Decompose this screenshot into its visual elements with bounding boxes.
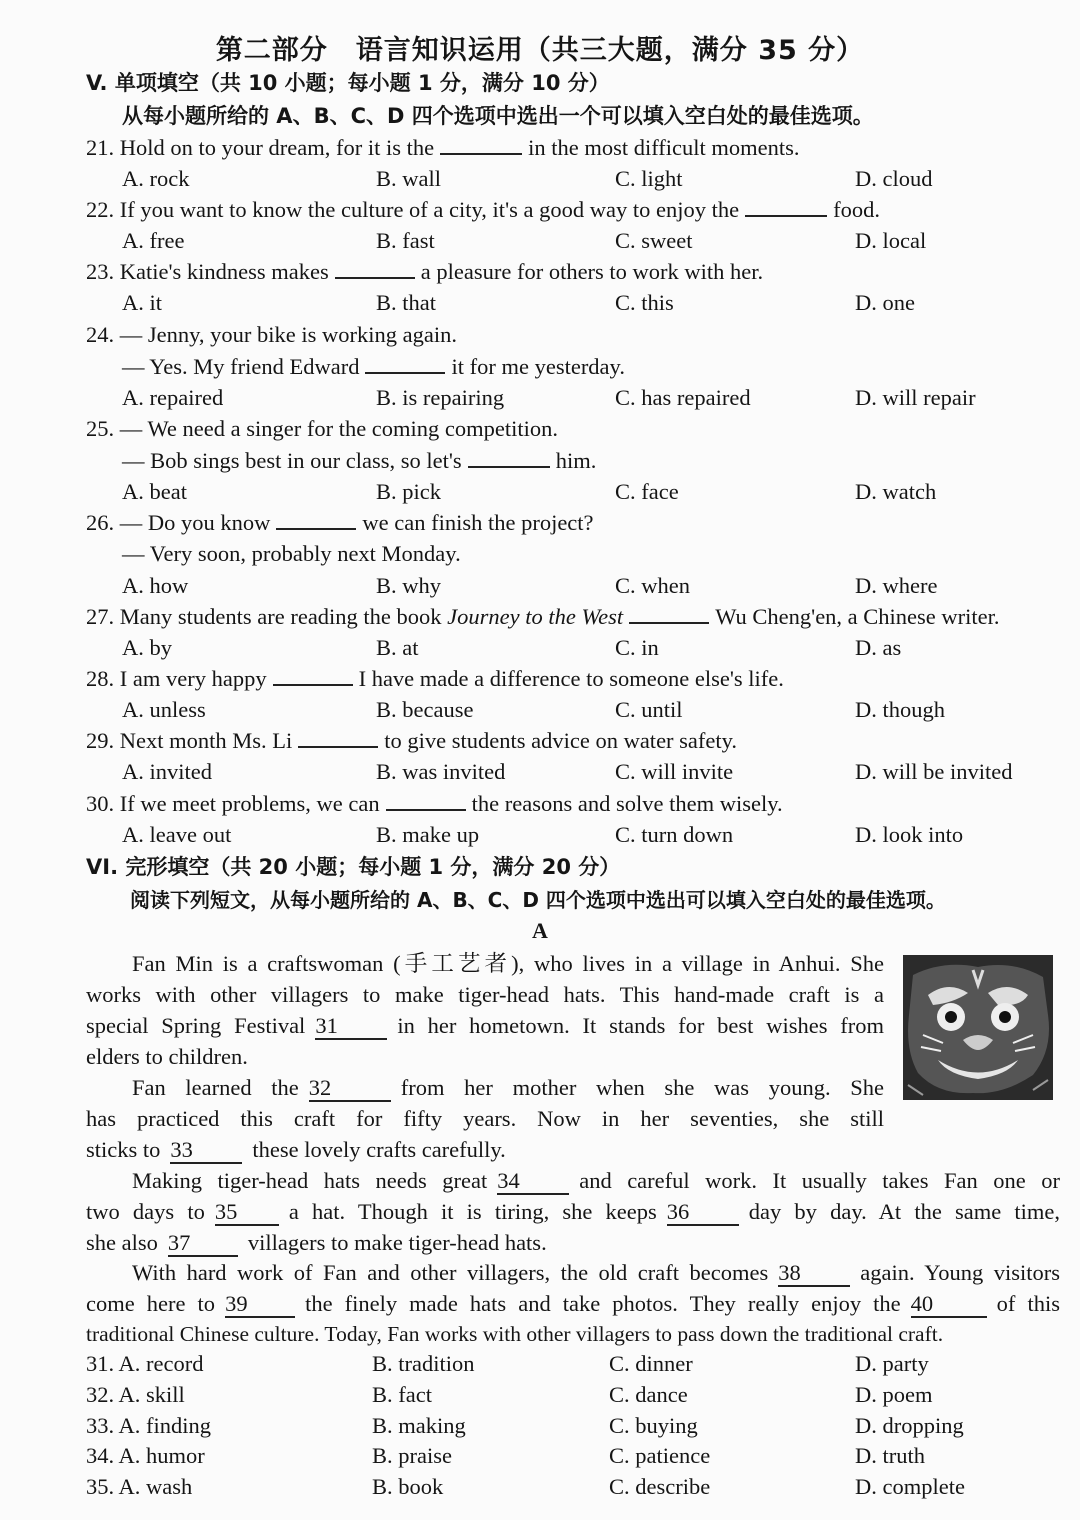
option-d: D. will be invited xyxy=(855,759,1013,784)
passage-text: special Spring Festival xyxy=(86,1013,306,1038)
option-d: D. local xyxy=(855,228,927,253)
question-24-line-1: 24. — Jenny, your bike is working again. xyxy=(86,322,457,347)
question-stem: 26. — Do you know xyxy=(86,510,271,535)
option-b: B. because xyxy=(376,697,474,722)
passage-text: in her hometown. It stands for best wishes from xyxy=(397,1013,884,1038)
question-stem: in the most difficult moments. xyxy=(528,135,800,160)
option-c: C. has repaired xyxy=(615,385,751,410)
question-stem: 29. Next month Ms. Li xyxy=(86,728,293,753)
option-c: C. turn down xyxy=(615,822,734,847)
blank-37: 37 xyxy=(168,1231,238,1257)
answer-blank xyxy=(468,446,550,468)
page-title: 第二部分 语言知识运用（共三大题，满分 35 分） xyxy=(215,35,865,66)
question-21 xyxy=(86,133,800,163)
question-stem: — Bob sings best in our class, so let's xyxy=(122,448,462,473)
question-stem: 30. If we meet problems, we can xyxy=(86,791,380,816)
question-stem: 22. If you want to know the culture of a city, it's a good way to enjoy the xyxy=(86,197,740,222)
question-stem: 28. I am very happy xyxy=(86,666,267,691)
question-stem: the reasons and solve them wisely. xyxy=(471,791,783,816)
blank-38: 38 xyxy=(778,1261,850,1287)
option-d: D. party xyxy=(855,1351,929,1376)
passage-text: Making tiger-head hats needs great xyxy=(132,1168,488,1193)
blank-34: 34 xyxy=(497,1169,569,1195)
option-b: B. wall xyxy=(376,166,441,191)
option-a: 32. A. skill xyxy=(86,1382,185,1407)
passage-text: two days to xyxy=(86,1199,205,1224)
section-6-heading: VI. 完形填空（共 20 小题；每小题 1 分，满分 20 分） xyxy=(86,855,621,879)
question-stem: it for me yesterday. xyxy=(451,354,625,379)
passage-line xyxy=(86,1072,884,1103)
blank-33: 33 xyxy=(170,1138,242,1164)
option-c: C. sweet xyxy=(615,228,693,253)
passage-text: and careful work. It usually takes Fan one or xyxy=(579,1168,1060,1193)
option-b: B. is repairing xyxy=(376,385,505,410)
passage-line: Fan Min is a craftswoman (手工艺者), who lives in a village in Anhui. She xyxy=(132,951,884,976)
option-d: D. as xyxy=(855,635,902,660)
option-b: B. fast xyxy=(376,228,435,253)
answer-blank xyxy=(745,195,827,217)
option-c: C. patience xyxy=(609,1443,711,1468)
question-23 xyxy=(86,257,763,287)
section-6-instruction: 阅读下列短文，从每小题所给的 A、B、C、D 四个选项中选出可以填入空白处的最佳选项。 xyxy=(130,888,946,912)
passage-text: from her mother when she was young. She xyxy=(400,1075,884,1100)
option-d: D. watch xyxy=(855,479,937,504)
question-stem: Wu Cheng'en, a Chinese writer. xyxy=(715,604,1000,629)
option-d: D. complete xyxy=(855,1474,965,1499)
option-a: 34. A. humor xyxy=(86,1443,205,1468)
passage-line: works with other villagers to make tiger-head hats. This hand-made craft is a xyxy=(86,982,884,1007)
passage-text: Fan learned the xyxy=(132,1075,299,1100)
question-stem: a pleasure for others to work with her. xyxy=(420,259,764,284)
passage-paragraph-3 xyxy=(86,1165,1060,1258)
question-25-line-1: 25. — We need a singer for the coming competition. xyxy=(86,416,559,441)
answer-blank xyxy=(386,789,466,811)
option-c: C. buying xyxy=(609,1413,698,1438)
option-c: C. dance xyxy=(609,1382,688,1407)
passage-text: come here to xyxy=(86,1291,216,1316)
answer-blank xyxy=(298,726,378,748)
option-b: B. was invited xyxy=(376,759,506,784)
passage-line xyxy=(86,1010,884,1041)
question-stem: I have made a difference to someone else's life. xyxy=(358,666,784,691)
option-b: B. pick xyxy=(376,479,441,504)
option-a: 35. A. wash xyxy=(86,1474,193,1499)
option-a: A. it xyxy=(122,290,163,315)
question-stem: — Yes. My friend Edward xyxy=(122,354,360,379)
passage-line xyxy=(86,1165,1060,1196)
option-b: B. making xyxy=(372,1413,466,1438)
answer-blank xyxy=(276,508,356,530)
passage-label: A xyxy=(532,918,548,943)
question-26-line-2: — Very soon, probably next Monday. xyxy=(122,541,461,566)
passage-line: elders to children. xyxy=(86,1044,248,1069)
option-c: C. light xyxy=(615,166,683,191)
option-c: C. in xyxy=(615,635,659,660)
option-c: C. face xyxy=(615,479,679,504)
question-stem: 23. Katie's kindness makes xyxy=(86,259,329,284)
blank-40: 40 xyxy=(911,1292,987,1318)
section-5-instruction: 从每小题所给的 A、B、C、D 四个选项中选出一个可以填入空白处的最佳选项。 xyxy=(122,104,874,128)
question-stem: 21. Hold on to your dream, for it is the xyxy=(86,135,435,160)
tiger-head-hat-image xyxy=(903,955,1053,1100)
passage-line: traditional Chinese culture. Today, Fan works with other villagers to pass down the traditional craft. xyxy=(86,1322,944,1346)
passage-line xyxy=(86,1288,1060,1319)
option-d: D. though xyxy=(855,697,945,722)
question-stem: 27. Many students are reading the book xyxy=(86,604,442,629)
question-25-line-2 xyxy=(122,446,596,476)
question-stem: him. xyxy=(555,448,597,473)
question-stem: to give students advice on water safety. xyxy=(384,728,738,753)
question-24-line-2 xyxy=(122,352,625,382)
option-a: A. how xyxy=(122,573,189,598)
option-d: D. look into xyxy=(855,822,964,847)
passage-text: of this xyxy=(996,1291,1060,1316)
answer-blank xyxy=(629,602,709,624)
option-b: B. make up xyxy=(376,822,480,847)
blank-36: 36 xyxy=(667,1200,739,1226)
option-a: 33. A. finding xyxy=(86,1413,212,1438)
passage-line xyxy=(86,1134,884,1165)
option-d: D. one xyxy=(855,290,915,315)
book-title: Journey to the West xyxy=(447,604,624,629)
option-a: A. beat xyxy=(122,479,187,504)
option-b: B. fact xyxy=(372,1382,432,1407)
option-a: A. free xyxy=(122,228,185,253)
blank-39: 39 xyxy=(225,1292,295,1318)
blank-31: 31 xyxy=(315,1014,387,1040)
question-stem: we can finish the project? xyxy=(362,510,594,535)
option-b: B. book xyxy=(372,1474,444,1499)
blank-32: 32 xyxy=(309,1076,391,1102)
blank-35: 35 xyxy=(215,1200,279,1226)
option-b: B. that xyxy=(376,290,436,315)
option-a: A. invited xyxy=(122,759,212,784)
question-stem: food. xyxy=(833,197,880,222)
option-d: D. cloud xyxy=(855,166,933,191)
option-b: B. tradition xyxy=(372,1351,475,1376)
passage-text: With hard work of Fan and other villagers, the old craft becomes xyxy=(132,1260,769,1285)
passage-text: the finely made hats and take photos. They really enjoy the xyxy=(305,1291,901,1316)
option-d: D. poem xyxy=(855,1382,933,1407)
passage-line xyxy=(86,1196,1060,1227)
question-28 xyxy=(86,664,784,694)
option-a: A. unless xyxy=(122,697,206,722)
passage-line: has practiced this craft for fifty years. Now in her seventies, she still xyxy=(86,1106,884,1131)
passage-paragraph-1 xyxy=(86,948,884,1072)
option-a: 31. A. record xyxy=(86,1351,204,1376)
option-c: C. this xyxy=(615,290,674,315)
option-b: B. why xyxy=(376,573,442,598)
option-a: A. repaired xyxy=(122,385,224,410)
answer-blank xyxy=(273,664,353,686)
question-30 xyxy=(86,789,783,819)
option-b: B. praise xyxy=(372,1443,452,1468)
passage-paragraph-2 xyxy=(86,1072,884,1165)
option-a: A. rock xyxy=(122,166,190,191)
passage-text: these lovely crafts carefully. xyxy=(252,1137,506,1162)
passage-paragraph-4 xyxy=(86,1257,1060,1350)
passage-line xyxy=(86,1227,1060,1258)
passage-text: a hat. Though it is tiring, she keeps xyxy=(288,1199,657,1224)
answer-blank xyxy=(440,133,522,155)
option-c: C. will invite xyxy=(615,759,734,784)
answer-blank xyxy=(335,257,415,279)
question-26-line-1 xyxy=(86,508,594,538)
question-29 xyxy=(86,726,737,756)
passage-text: villagers to make tiger-head hats. xyxy=(247,1230,547,1255)
option-c: C. describe xyxy=(609,1474,711,1499)
passage-line xyxy=(86,1257,1060,1288)
passage-text: she also xyxy=(86,1230,158,1255)
option-c: C. until xyxy=(615,697,683,722)
passage-text: day by day. At the same time, xyxy=(748,1199,1060,1224)
option-a: A. by xyxy=(122,635,172,660)
option-d: D. where xyxy=(855,573,938,598)
answer-blank xyxy=(365,352,445,374)
passage-text: again. Young visitors xyxy=(860,1260,1060,1285)
option-d: D. dropping xyxy=(855,1413,964,1438)
passage-text: sticks to xyxy=(86,1137,161,1162)
option-b: B. at xyxy=(376,635,419,660)
option-c: C. when xyxy=(615,573,690,598)
option-d: D. truth xyxy=(855,1443,925,1468)
option-d: D. will repair xyxy=(855,385,976,410)
question-27 xyxy=(86,602,1000,632)
question-22 xyxy=(86,195,880,225)
section-5-heading: V. 单项填空（共 10 小题；每小题 1 分，满分 10 分） xyxy=(86,71,610,95)
option-a: A. leave out xyxy=(122,822,232,847)
option-c: C. dinner xyxy=(609,1351,693,1376)
